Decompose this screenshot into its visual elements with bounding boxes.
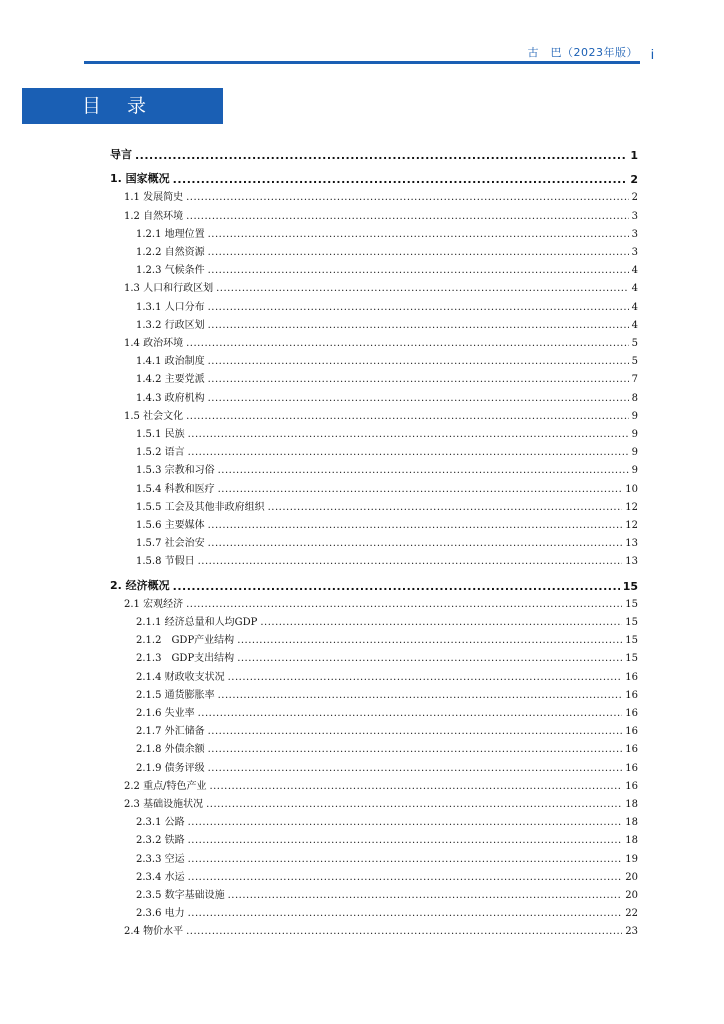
toc-entry[interactable] (136, 480, 638, 495)
toc-entry[interactable] (110, 146, 638, 162)
toc-entry-label: 2.1.1 经济总量和人均GDP (136, 617, 258, 628)
toc-entry-page: 18 (625, 835, 638, 847)
toc-entry-label: 导言 (110, 148, 132, 161)
toc-entry[interactable] (124, 207, 638, 222)
toc-leader-dots (260, 617, 622, 628)
toc-entry-label: 2.3.2 铁路 (136, 835, 185, 847)
toc-entry[interactable] (124, 188, 638, 203)
toc-entry-page: 4 (631, 319, 638, 331)
toc-entry-label: 2.1.8 外债余额 (136, 744, 205, 756)
toc-entry[interactable] (136, 534, 638, 549)
toc-entry-label: 2.1.4 财政收支状况 (136, 671, 225, 683)
toc-entry-page: 10 (625, 483, 638, 495)
toc-entry-label: 2.3 基础设施状况 (124, 799, 204, 810)
toc-leader-dots (208, 247, 629, 258)
toc-entry[interactable] (136, 631, 638, 646)
toc-entry-page: 9 (631, 410, 638, 422)
toc-entry[interactable] (136, 686, 638, 701)
toc-entry[interactable] (124, 922, 638, 937)
toc-entry-label: 1.5.1 民族 (136, 429, 185, 440)
toc-entry[interactable] (136, 668, 638, 683)
toc-entry-page: 16 (625, 671, 638, 683)
toc-entry-label: 1.4.2 主要党派 (136, 374, 205, 386)
toc-leader-dots (268, 502, 623, 513)
toc-entry[interactable] (136, 704, 638, 719)
toc-entry-page: 8 (631, 392, 638, 404)
header-rule (84, 61, 640, 64)
toc-entry-page: 22 (625, 908, 638, 920)
toc-entry[interactable] (136, 649, 638, 664)
toc-entry-page: 4 (631, 265, 638, 277)
toc-leader-dots (188, 872, 623, 883)
toc-entry[interactable] (136, 352, 638, 367)
toc-entry-page: 3 (631, 210, 638, 222)
toc-entry-label: 1.5.6 主要媒体 (136, 520, 205, 531)
toc-leader-dots (188, 908, 623, 919)
toc-entry-label: 2.3.6 电力 (136, 908, 185, 920)
toc-entry-page: 12 (625, 520, 638, 531)
toc-entry-label: 1.3 人口和行政区划 (124, 283, 214, 295)
toc-entry[interactable] (110, 170, 638, 186)
toc-leader-dots (135, 149, 627, 162)
toc-leader-dots (208, 393, 629, 404)
toc-leader-dots (208, 374, 629, 385)
toc-entry[interactable] (136, 461, 638, 476)
toc-entry-label: 1.3.2 行政区划 (136, 319, 205, 331)
toc-leader-dots (208, 356, 629, 367)
toc-leader-dots (218, 465, 629, 476)
toc-entry[interactable] (136, 831, 638, 846)
toc-entry-label: 2.1.3 GDP支出结构 (136, 653, 235, 665)
toc-entry-page: 9 (631, 429, 638, 440)
toc-entry[interactable] (124, 279, 638, 294)
toc-leader-dots (218, 484, 623, 495)
toc-entry-label: 1.5.3 宗教和习俗 (136, 465, 215, 477)
toc-entry[interactable] (136, 225, 638, 240)
toc-entry-page: 16 (625, 780, 638, 792)
toc-entry-label: 2.4 物价水平 (124, 926, 184, 938)
toc-leader-dots (186, 926, 622, 937)
toc-entry-page: 15 (625, 635, 638, 647)
toc-entry-page: 13 (625, 556, 638, 568)
toc-entry[interactable] (136, 850, 638, 865)
toc-entry-page: 18 (625, 817, 638, 829)
toc-leader-dots (186, 338, 629, 349)
toc-entry[interactable] (136, 370, 638, 385)
page-header-title: 古 巴（2023年版） (527, 46, 638, 59)
toc-entry[interactable] (124, 407, 638, 422)
toc-leader-dots (209, 781, 622, 792)
toc-entry-page: 2 (630, 173, 638, 187)
toc-leader-dots (173, 580, 620, 593)
toc-leader-dots (216, 283, 629, 294)
toc-leader-dots (228, 672, 623, 683)
toc-entry-page: 9 (631, 447, 638, 459)
toc-leader-dots (206, 799, 622, 810)
toc-entry-label: 2.1.2 GDP产业结构 (136, 635, 235, 647)
toc-entry-label: 1.2 自然环境 (124, 210, 184, 222)
toc-leader-dots (218, 690, 623, 701)
toc-entry-page: 16 (625, 689, 638, 701)
toc-entry-label: 1.1 发展简史 (124, 192, 184, 204)
toc-entry-label: 1.3.1 人口分布 (136, 301, 205, 313)
toc-leader-dots (237, 635, 622, 646)
toc-leader-dots (208, 229, 629, 240)
toc-entry-page: 4 (631, 283, 638, 295)
page-number: i (650, 46, 654, 62)
toc-entry-label: 1. 国家概况 (110, 172, 170, 186)
toc-entry-page: 1 (630, 149, 638, 162)
toc-entry-page: 16 (625, 726, 638, 738)
toc-entry-page: 20 (625, 871, 638, 883)
toc-entry[interactable] (136, 722, 638, 737)
toc-leader-dots (208, 538, 623, 549)
toc-entry-page: 3 (631, 247, 638, 258)
toc-entry-label: 2. 经济概况 (110, 578, 170, 592)
toc-entry-label: 2.3.3 空运 (136, 853, 185, 865)
toc-entry-page: 12 (625, 501, 638, 513)
toc-entry-label: 2.1.7 外汇储备 (136, 726, 205, 738)
toc-entry[interactable] (136, 498, 638, 513)
toc-entry[interactable] (136, 298, 638, 313)
toc-entry-label: 1.5 社会文化 (124, 410, 184, 422)
toc-entry-label: 1.5.4 科教和医疗 (136, 483, 215, 495)
toc-entry[interactable] (124, 334, 638, 349)
toc-entry-page: 2 (631, 192, 638, 204)
toc-entry-label: 1.4 政治环境 (124, 338, 184, 349)
toc-entry[interactable] (136, 868, 638, 883)
toc-entry[interactable] (136, 443, 638, 458)
toc-entry-label: 1.5.2 语言 (136, 447, 185, 459)
toc-entry[interactable] (124, 795, 638, 810)
toc-leader-dots (228, 890, 623, 901)
toc-entry[interactable] (136, 552, 638, 567)
toc-entry-label: 2.1.6 失业率 (136, 708, 195, 719)
toc-entry-label: 1.5.8 节假日 (136, 556, 195, 568)
toc-entry[interactable] (136, 813, 638, 828)
toc-entry-page: 16 (625, 762, 638, 774)
toc-entry-page: 5 (631, 338, 638, 349)
toc-entry-label: 2.2 重点/特色产业 (124, 780, 207, 792)
toc-entry-page: 23 (625, 926, 638, 938)
toc-leader-dots (186, 192, 629, 203)
toc-entry-page: 18 (625, 799, 638, 810)
toc-entry-label: 1.4.3 政府机构 (136, 392, 205, 404)
toc-entry[interactable] (136, 886, 638, 901)
toc-entry-page: 15 (625, 617, 638, 628)
toc-entry-label: 2.3.5 数字基础设施 (136, 890, 225, 901)
toc-leader-dots (188, 835, 623, 846)
toc-leader-dots (208, 744, 623, 755)
toc-entry-page: 7 (631, 374, 638, 386)
toc-leader-dots (188, 854, 623, 865)
toc-leader-dots (198, 708, 623, 719)
toc-entry-page: 5 (631, 356, 638, 368)
toc-entry-page: 3 (631, 228, 638, 240)
toc-leader-dots (188, 817, 623, 828)
toc-entry-label: 1.4.1 政治制度 (136, 356, 205, 368)
toc-leader-dots (188, 429, 629, 440)
toc-entry[interactable] (136, 389, 638, 404)
toc-entry-page: 15 (625, 598, 638, 610)
toc-leader-dots (188, 447, 629, 458)
toc-leader-dots (198, 556, 623, 567)
toc-entry[interactable] (136, 261, 638, 276)
toc-entry-label: 2.3.4 水运 (136, 871, 185, 883)
toc-entry-page: 15 (625, 653, 638, 665)
toc-leader-dots (186, 599, 622, 610)
toc-entry[interactable] (136, 759, 638, 774)
toc-entry-label: 1.2.2 自然资源 (136, 247, 205, 258)
toc-entry-label: 2.1.5 通货膨胀率 (136, 689, 215, 701)
toc-leader-dots (208, 302, 629, 313)
toc-entry[interactable] (110, 577, 638, 593)
toc-leader-dots (208, 265, 629, 276)
toc-entry-page: 4 (631, 301, 638, 313)
toc-leader-dots (208, 520, 623, 531)
toc-entry-label: 2.1 宏观经济 (124, 598, 184, 610)
toc-entry-page: 20 (625, 890, 638, 901)
toc-entry[interactable] (136, 516, 638, 531)
toc-entry-label: 2.1.9 债务评级 (136, 762, 205, 774)
toc-entry-page: 16 (625, 708, 638, 719)
toc-leader-dots (208, 763, 623, 774)
toc-entry[interactable] (124, 595, 638, 610)
toc-entry-page: 16 (625, 744, 638, 756)
toc-leader-dots (208, 726, 623, 737)
toc-leader-dots (186, 211, 629, 222)
toc-banner: 目 录 (22, 88, 223, 124)
toc-entry[interactable] (136, 425, 638, 440)
toc-entry-page: 9 (631, 465, 638, 477)
toc-leader-dots (186, 411, 629, 422)
toc-entry[interactable] (136, 613, 638, 628)
toc-entry-label: 1.5.5 工会及其他非政府组织 (136, 501, 265, 513)
toc-entry[interactable] (136, 740, 638, 755)
toc-leader-dots (173, 173, 628, 186)
toc-entry[interactable] (124, 777, 638, 792)
toc-entry-label: 1.5.7 社会治安 (136, 538, 205, 550)
toc-entry[interactable] (136, 904, 638, 919)
toc-leader-dots (237, 653, 622, 664)
toc-leader-dots (208, 320, 629, 331)
toc-entry-label: 1.2.3 气候条件 (136, 265, 205, 277)
toc-entry-page: 15 (622, 579, 638, 593)
toc-entry-page: 13 (625, 538, 638, 550)
toc-entry[interactable] (136, 243, 638, 258)
toc-entry[interactable] (136, 316, 638, 331)
toc-entry-label: 1.2.1 地理位置 (136, 228, 205, 240)
toc-entry-label: 2.3.1 公路 (136, 817, 185, 829)
toc-entry-page: 19 (625, 853, 638, 865)
